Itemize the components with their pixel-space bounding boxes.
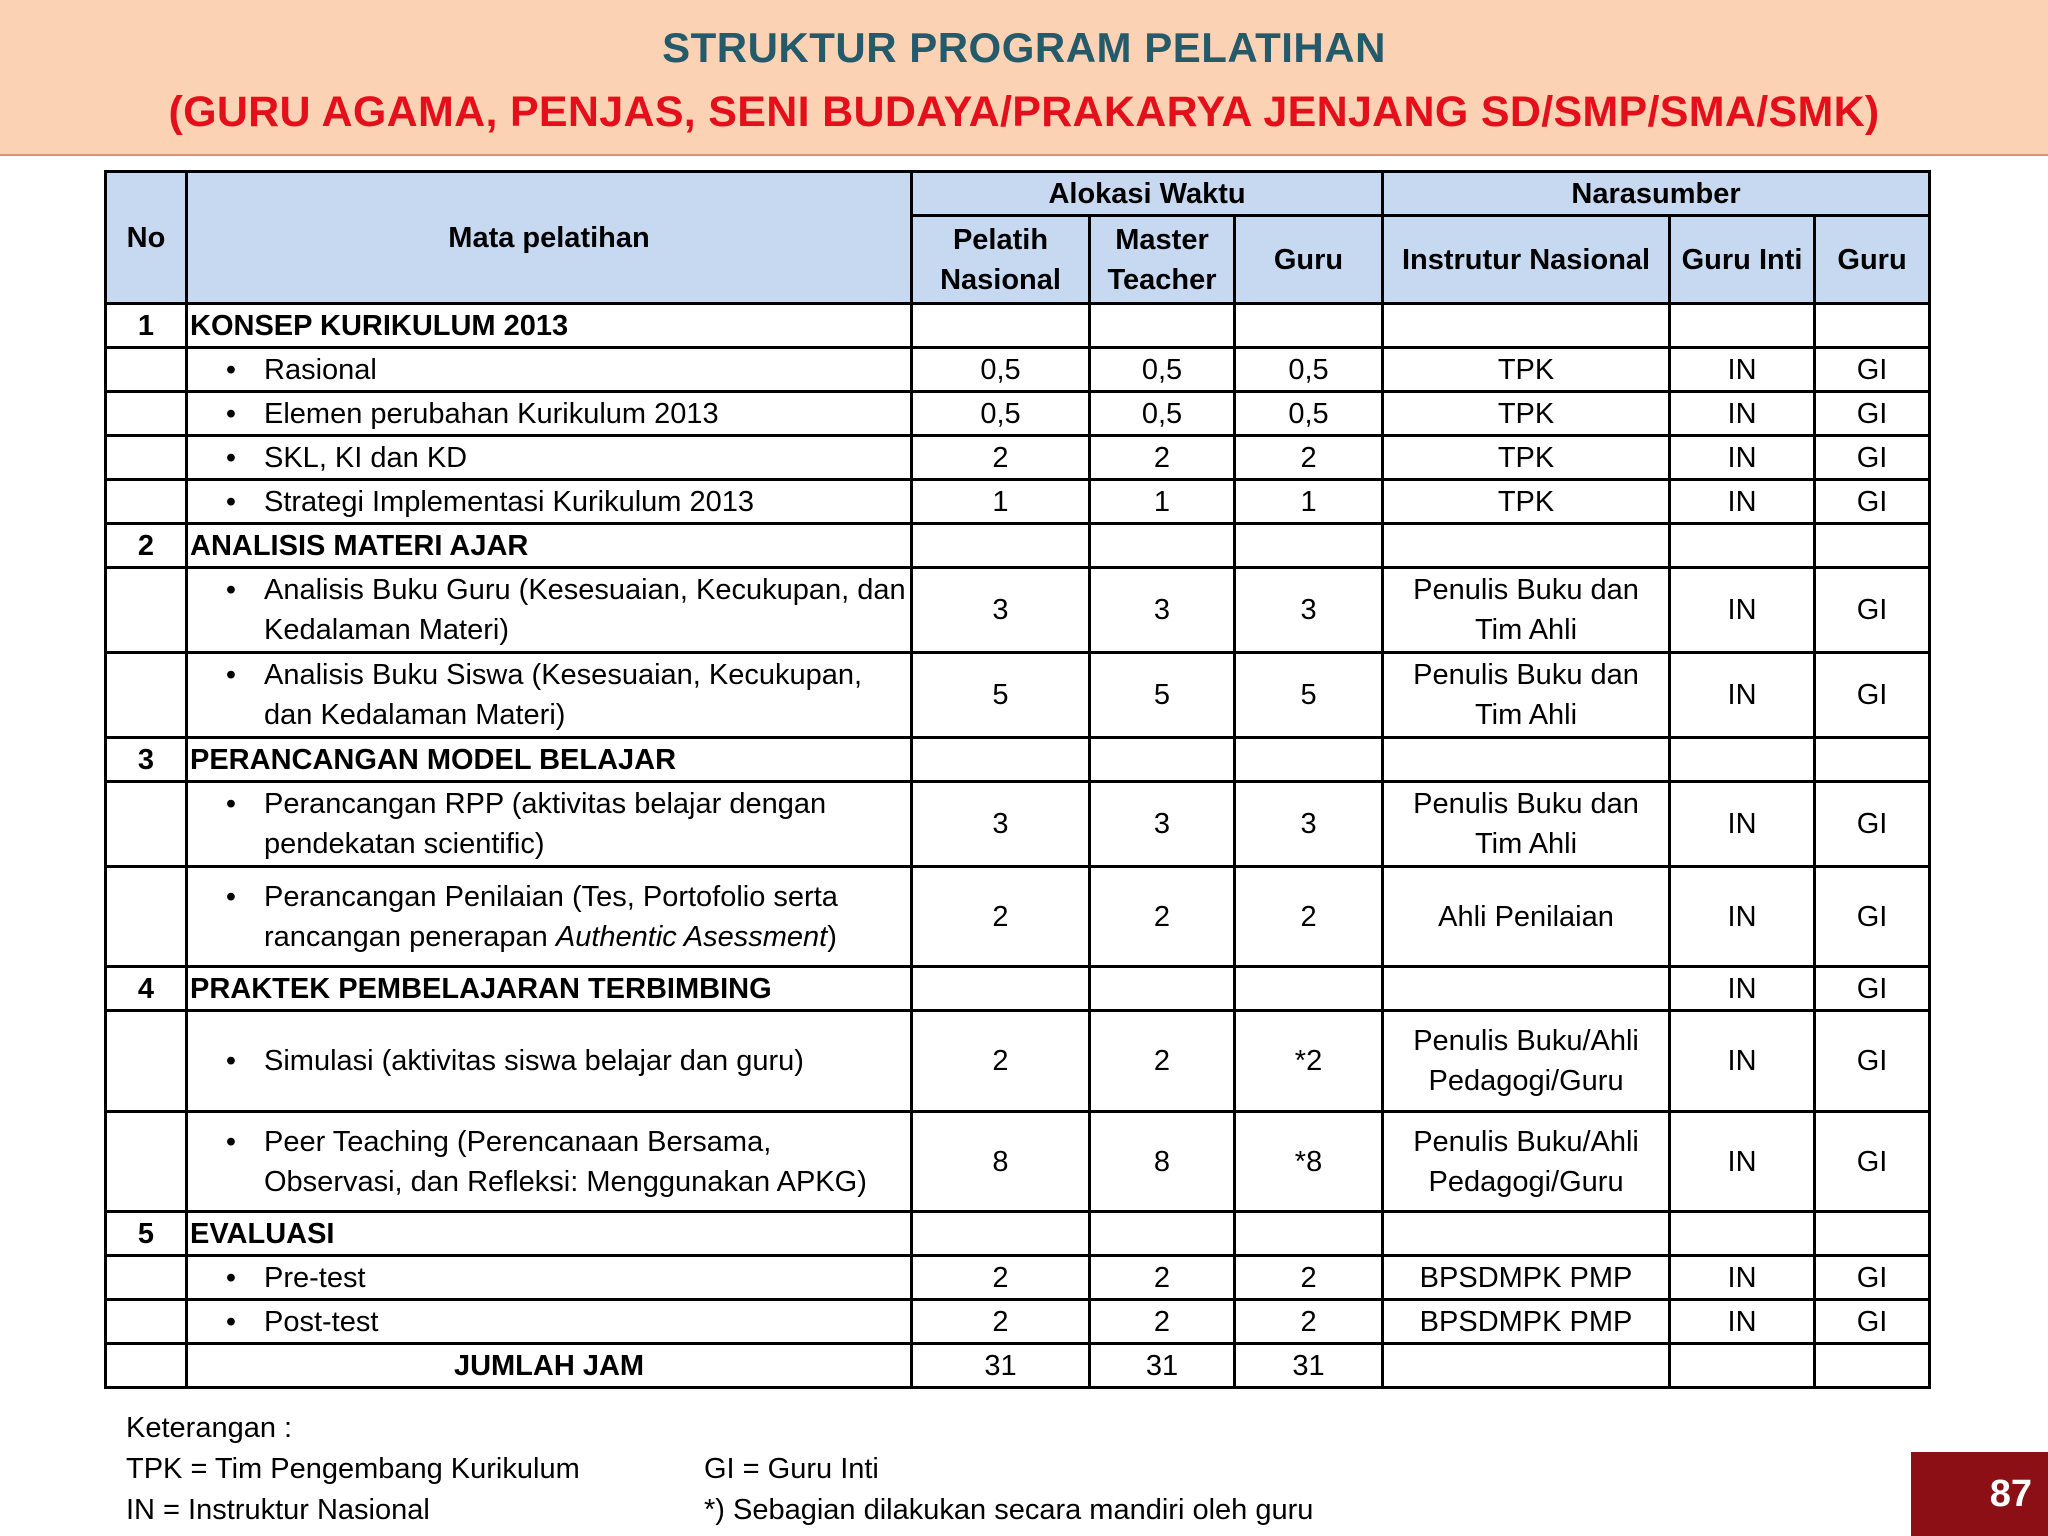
notes-heading: Keterangan : (126, 1412, 293, 1444)
item-text: Pre-test (264, 1261, 366, 1294)
cell-guru-inti: IN (1670, 1011, 1815, 1112)
cell-pelatih: 2 (912, 1256, 1090, 1300)
cell-guru: 2 (1235, 436, 1383, 480)
cell-guru-inti: IN (1670, 436, 1815, 480)
header-no: No (106, 172, 187, 304)
section-row (106, 967, 1930, 1011)
cell-guru-inti: IN (1670, 653, 1815, 738)
section-title: EVALUASI (187, 1212, 912, 1256)
cell-master: 2 (1090, 1256, 1235, 1300)
bullet-icon: • (225, 397, 236, 430)
bullet-icon: • (225, 485, 236, 518)
cell-instruktur: TPK (1383, 348, 1670, 392)
cell-instruktur: BPSDMPK PMP (1383, 1256, 1670, 1300)
table-row (106, 568, 1930, 653)
section-row (106, 1212, 1930, 1256)
cell-guru-narasumber: GI (1815, 653, 1930, 738)
cell-instruktur: Penulis Buku dan Tim Ahli (1383, 568, 1670, 653)
cell-guru-inti: IN (1670, 1112, 1815, 1212)
cell-guru-inti: IN (1670, 348, 1815, 392)
item-text: Elemen perubahan Kurikulum 2013 (264, 397, 719, 430)
slide-header (0, 0, 2048, 156)
header-guru-inti: Guru Inti (1670, 216, 1815, 304)
cell-pelatih: 0,5 (912, 348, 1090, 392)
cell-guru-narasumber: GI (1815, 867, 1930, 967)
cell-guru: 2 (1235, 1256, 1383, 1300)
table-row (106, 392, 1930, 436)
section-title: ANALISIS MATERI AJAR (187, 524, 912, 568)
section-row (106, 304, 1930, 348)
cell-master: 2 (1090, 1011, 1235, 1112)
section-number: 5 (106, 1212, 187, 1256)
table-row (106, 782, 1930, 867)
page-title: STRUKTUR PROGRAM PELATIHAN (662, 24, 1386, 71)
cell-master: 5 (1090, 653, 1235, 738)
cell-master: 8 (1090, 1112, 1235, 1212)
cell-master: 2 (1090, 867, 1235, 967)
cell-instruktur: Penulis Buku/Ahli Pedagogi/Guru (1383, 1011, 1670, 1112)
cell-instruktur: Penulis Buku/Ahli Pedagogi/Guru (1383, 1112, 1670, 1212)
total-label: JUMLAH JAM (187, 1344, 912, 1388)
cell-guru-narasumber: GI (1815, 480, 1930, 524)
cell-guru: 0,5 (1235, 348, 1383, 392)
section-guru-inti (1670, 738, 1815, 782)
section-guru (1815, 304, 1930, 348)
section-guru (1815, 738, 1930, 782)
table-row (106, 436, 1930, 480)
cell-guru: 1 (1235, 480, 1383, 524)
bullet-icon: • (225, 574, 236, 606)
item-text: Simulasi (aktivitas siswa belajar dan guru) (264, 1045, 804, 1077)
cell-guru-narasumber: GI (1815, 1112, 1930, 1212)
page-subtitle: (GURU AGAMA, PENJAS, SENI BUDAYA/PRAKARYA JENJANG SD/SMP/SMA/SMK) (168, 88, 1880, 136)
cell-guru: *8 (1235, 1112, 1383, 1212)
cell-guru-narasumber: GI (1815, 1300, 1930, 1344)
item-text: Peer Teaching (Perencanaan Bersama, Observasi, dan Refleksi: Menggunakan APKG) (264, 1125, 867, 1198)
cell-pelatih: 0,5 (912, 392, 1090, 436)
section-guru-inti (1670, 1212, 1815, 1256)
cell-guru-inti: IN (1670, 480, 1815, 524)
cell-pelatih: 2 (912, 436, 1090, 480)
cell-instruktur: BPSDMPK PMP (1383, 1300, 1670, 1344)
section-guru-inti: IN (1670, 967, 1815, 1011)
cell-pelatih: 2 (912, 1300, 1090, 1344)
cell-guru: 5 (1235, 653, 1383, 738)
cell-guru-narasumber: GI (1815, 348, 1930, 392)
cell-instruktur: Ahli Penilaian (1383, 867, 1670, 967)
cell-master: 2 (1090, 1300, 1235, 1344)
item-text: Strategi Implementasi Kurikulum 2013 (264, 485, 755, 518)
cell-guru: 0,5 (1235, 392, 1383, 436)
item-text: Analisis Buku Guru (Kesesuaian, Kecukupan, dan Kedalaman Materi) (264, 574, 906, 646)
note-in: IN = Instruktur Nasional (126, 1494, 430, 1526)
note-star: *) Sebagian dilakukan secara mandiri oleh guru (704, 1494, 1314, 1526)
bullet-icon: • (225, 788, 236, 820)
cell-guru-inti: IN (1670, 392, 1815, 436)
section-number: 2 (106, 524, 187, 568)
cell-master: 3 (1090, 568, 1235, 653)
cell-pelatih: 1 (912, 480, 1090, 524)
bullet-icon: • (225, 353, 236, 386)
table-row (106, 1011, 1930, 1112)
bullet-icon: • (225, 880, 236, 913)
section-guru: GI (1815, 967, 1930, 1011)
cell-guru-inti: IN (1670, 1300, 1815, 1344)
table-row (106, 480, 1930, 524)
cell-pelatih: 2 (912, 867, 1090, 967)
cell-instruktur: Penulis Buku dan Tim Ahli (1383, 782, 1670, 867)
bullet-icon: • (225, 1045, 236, 1077)
section-title: PRAKTEK PEMBELAJARAN TERBIMBING (187, 967, 912, 1011)
note-gi: GI = Guru Inti (704, 1453, 879, 1485)
cell-guru: 3 (1235, 782, 1383, 867)
section-number: 3 (106, 738, 187, 782)
page-number-badge: 87 (1911, 1452, 2048, 1536)
total-row (106, 1344, 1930, 1388)
section-guru-inti (1670, 524, 1815, 568)
section-guru (1815, 524, 1930, 568)
section-number: 4 (106, 967, 187, 1011)
header-narasumber: Narasumber (1383, 172, 1930, 216)
item-text: Perancangan RPP (aktivitas belajar dengan pendekatan scientific) (264, 788, 827, 860)
item-text: Perancangan Penilaian (Tes, Portofolio serta rancangan penerapan Authentic Asessment) (264, 880, 838, 953)
note-tpk: TPK = Tim Pengembang Kurikulum (126, 1453, 580, 1485)
cell-pelatih: 2 (912, 1011, 1090, 1112)
table-row (106, 348, 1930, 392)
cell-guru: 2 (1235, 1300, 1383, 1344)
cell-master: 0,5 (1090, 392, 1235, 436)
bullet-icon: • (225, 659, 236, 691)
cell-guru-narasumber: GI (1815, 1011, 1930, 1112)
cell-guru-inti: IN (1670, 782, 1815, 867)
cell-pelatih: 3 (912, 568, 1090, 653)
header-mata-pelatihan: Mata pelatihan (187, 172, 912, 304)
section-title: KONSEP KURIKULUM 2013 (187, 304, 912, 348)
cell-instruktur: TPK (1383, 392, 1670, 436)
total-pelatih: 31 (912, 1344, 1090, 1388)
cell-guru-narasumber: GI (1815, 568, 1930, 653)
header-guru: Guru (1235, 216, 1383, 304)
header-instruktur-nasional: Instrutur Nasional (1383, 216, 1670, 304)
cell-guru: *2 (1235, 1011, 1383, 1112)
item-text: Post-test (264, 1305, 379, 1338)
header-alokasi-waktu: Alokasi Waktu (912, 172, 1383, 216)
total-guru: 31 (1235, 1344, 1383, 1388)
section-row (106, 738, 1930, 782)
bullet-icon: • (225, 1125, 236, 1158)
header-guru-narasumber: Guru (1815, 216, 1930, 304)
cell-guru-inti: IN (1670, 568, 1815, 653)
cell-guru-narasumber: GI (1815, 1256, 1930, 1300)
cell-pelatih: 8 (912, 1112, 1090, 1212)
section-row (106, 524, 1930, 568)
total-master: 31 (1090, 1344, 1235, 1388)
cell-pelatih: 5 (912, 653, 1090, 738)
table-row (106, 653, 1930, 738)
training-structure-table (104, 170, 1931, 1389)
section-guru (1815, 1212, 1930, 1256)
header-pelatih-nasional: Pelatih Nasional (912, 216, 1090, 304)
cell-guru: 2 (1235, 867, 1383, 967)
cell-guru-inti: IN (1670, 1256, 1815, 1300)
cell-guru-narasumber: GI (1815, 392, 1930, 436)
table-row (106, 1112, 1930, 1212)
table-row (106, 1256, 1930, 1300)
table-row (106, 867, 1930, 967)
cell-instruktur: TPK (1383, 480, 1670, 524)
table-row (106, 1300, 1930, 1344)
cell-master: 2 (1090, 436, 1235, 480)
cell-guru-inti: IN (1670, 867, 1815, 967)
section-guru-inti (1670, 304, 1815, 348)
cell-master: 3 (1090, 782, 1235, 867)
cell-guru-narasumber: GI (1815, 782, 1930, 867)
cell-guru: 3 (1235, 568, 1383, 653)
cell-pelatih: 3 (912, 782, 1090, 867)
bullet-icon: • (225, 1305, 236, 1338)
section-title: PERANCANGAN MODEL BELAJAR (187, 738, 912, 782)
cell-guru-narasumber: GI (1815, 436, 1930, 480)
cell-master: 1 (1090, 480, 1235, 524)
legend-notes (126, 1408, 1314, 1531)
cell-master: 0,5 (1090, 348, 1235, 392)
cell-instruktur: Penulis Buku dan Tim Ahli (1383, 653, 1670, 738)
cell-instruktur: TPK (1383, 436, 1670, 480)
section-number: 1 (106, 304, 187, 348)
bullet-icon: • (225, 441, 236, 474)
item-text: Analisis Buku Siswa (Kesesuaian, Kecukupan, dan Kedalaman Materi) (264, 659, 863, 731)
item-text: SKL, KI dan KD (264, 441, 468, 474)
header-master-teacher: Master Teacher (1090, 216, 1235, 304)
item-text: Rasional (264, 353, 377, 386)
bullet-icon: • (225, 1261, 236, 1294)
